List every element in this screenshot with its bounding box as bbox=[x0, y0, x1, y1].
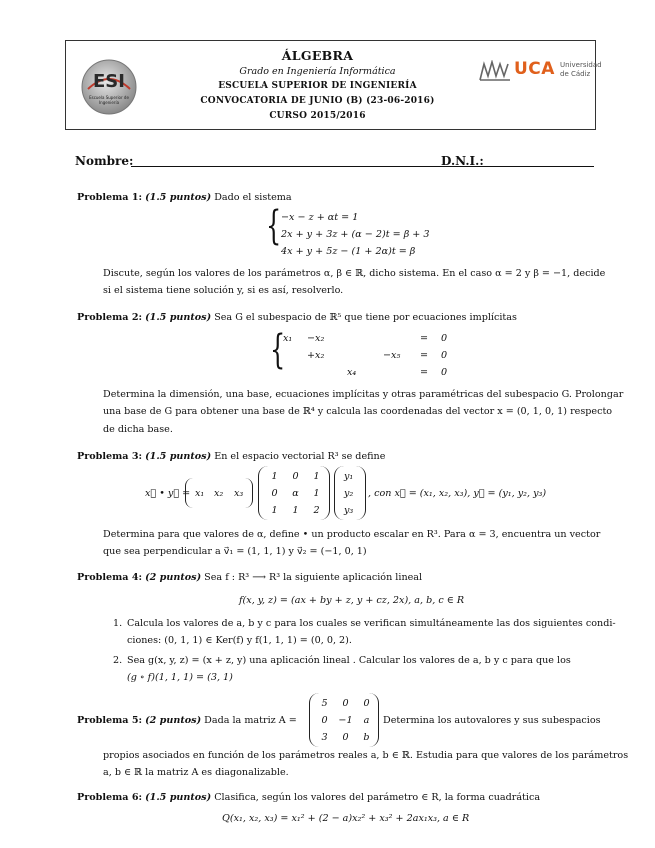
p5-text-line-1: propios asociados en función de los parámetros reales a, b ∈ ℝ. Estudia para que valores de los parámetros bbox=[103, 750, 629, 761]
degree-subtitle: Grado en Ingeniería Informática bbox=[239, 66, 396, 77]
p5-after-matrix: Determina los autovalores y sus subespacios bbox=[383, 715, 601, 726]
p3-lhs: x⃗ • y⃗ = bbox=[145, 488, 191, 499]
dni-field[interactable] bbox=[486, 154, 594, 167]
p3-definition-tail: , con x⃗ = (x₁, x₂, x₃), y⃗ = (y₁, y₂, y₃) bbox=[368, 488, 547, 499]
p3-matrix-table: 1 0 1 0 α 1 1 1 2 bbox=[271, 471, 320, 516]
p5-text-line-2: a, b ∈ ℝ la matriz A es diagonalizable. bbox=[103, 767, 289, 778]
uca-logo bbox=[478, 59, 602, 83]
problem-6-heading: Problema 6: (1.5 puntos) Clasifica, según los valores del parámetro ∈ R, la forma cuadrática bbox=[77, 792, 541, 803]
p4-formula: f(x, y, z) = (ax + by + z, y + cz, 2x), a, b, c ∈ R bbox=[239, 595, 465, 606]
p1-text-line-2: si el sistema tiene solución y, si es así, resolverlo. bbox=[103, 285, 344, 296]
problem-4-heading: Problema 4: (2 puntos) Sea f : R³ ⟶ R³ la siguiente aplicación lineal bbox=[77, 572, 423, 583]
implicit-eq-brace: { bbox=[270, 327, 286, 373]
uca-emblem-icon bbox=[478, 60, 512, 82]
problem-3-heading: Problema 3: (1.5 puntos) En el espacio vectorial R³ se define bbox=[77, 451, 386, 462]
p2-text-line-2: una base de G para obtener una base de ℝ⁴ y calcula las coordenadas del vector x = (0, 1, 0, 1) respecto bbox=[103, 406, 613, 417]
p1-equation-2: 2x + y + 3z + (α − 2)t = β + 3 bbox=[281, 229, 430, 240]
problem-5-heading: Problema 5: (2 puntos) Dada la matriz A = bbox=[77, 715, 297, 726]
p4-item-2-number: 2. bbox=[113, 655, 123, 666]
p4-item-1-number: 1. bbox=[113, 618, 123, 629]
p5-matrix-table: 5 0 0 0 −1 a 3 0 b bbox=[321, 698, 370, 743]
p3-text-line-2: que sea perpendicular a v⃗₁ = (1, 1, 1) y v⃗₂ = (−1, 0, 1) bbox=[103, 546, 367, 557]
p1-text-line-1: Discute, según los valores de los parámetros α, β ∈ ℝ, dicho sistema. En el caso α = 2 y β = −1, decide bbox=[103, 268, 606, 279]
p1-equation-3: 4x + y + 5z − (1 + 2α)t = β bbox=[281, 246, 416, 257]
problem-1-heading: Problema 1: (1.5 puntos) Dado el sistema bbox=[77, 192, 292, 203]
esi-logo bbox=[78, 59, 140, 115]
uca-logo-caption-2: de Cádiz bbox=[560, 70, 591, 78]
nombre-label: Nombre: bbox=[75, 154, 134, 168]
p2-equations-table: x₁ −x₂ = 0 +x₂ −x₅ = 0 x₄ = 0 bbox=[283, 333, 448, 378]
uca-logo-caption-1: Universidad bbox=[560, 61, 602, 69]
p4-item-2-line-1: Sea g(x, y, z) = (x + z, y) una aplicación lineal . Calcular los valores de a, b y c para que los bbox=[127, 655, 571, 666]
name-dni-row bbox=[75, 154, 595, 170]
school-name: ESCUELA SUPERIOR DE INGENIERÍA bbox=[218, 81, 417, 91]
exam-call: CONVOCATORIA DE JUNIO (B) (23-06-2016) bbox=[200, 96, 435, 106]
academic-year: CURSO 2015/2016 bbox=[269, 111, 366, 121]
course-title: ÁLGEBRA bbox=[281, 48, 354, 63]
esi-logo-caption: Escuela Superior de Ingeniería bbox=[89, 95, 129, 105]
problem-2-heading: Problema 2: (1.5 puntos) Sea G el subespacio de ℝ⁵ que tiene por ecuaciones implícitas bbox=[77, 312, 517, 323]
p2-text-line-3: de dicha base. bbox=[103, 424, 173, 435]
system-brace: { bbox=[266, 203, 282, 249]
p4-item-1-line-1: Calcula los valores de a, b y c para los cuales se verifican simultáneamente las dos siguientes condi- bbox=[127, 618, 616, 629]
p4-item-1-line-2: ciones: (0, 1, 1) ∈ Ker(f) y f(1, 1, 1) = (0, 0, 2). bbox=[127, 635, 352, 646]
uca-logo-text: UCA bbox=[514, 59, 555, 79]
p3-text-line-1: Determina para que valores de α, define • un producto escalar en R³. Para α = 3, encuentra un vector bbox=[103, 529, 601, 540]
esi-logo-text: ESI bbox=[93, 71, 125, 92]
dni-label: D.N.I.: bbox=[441, 154, 484, 168]
p2-text-line-1: Determina la dimensión, una base, ecuaciones implícitas y otras paramétricas del subespacio G. Prolongar bbox=[103, 389, 624, 400]
p4-item-2-line-2: (g ∘ f)(1, 1, 1) = (3, 1) bbox=[127, 672, 233, 683]
p1-equation-1: −x − z + αt = 1 bbox=[281, 212, 359, 223]
p6-formula: Q(x₁, x₂, x₃) = x₁² + (2 − a)x₂² + x₃² + 2ax₁x₃, a ∈ R bbox=[222, 813, 470, 824]
